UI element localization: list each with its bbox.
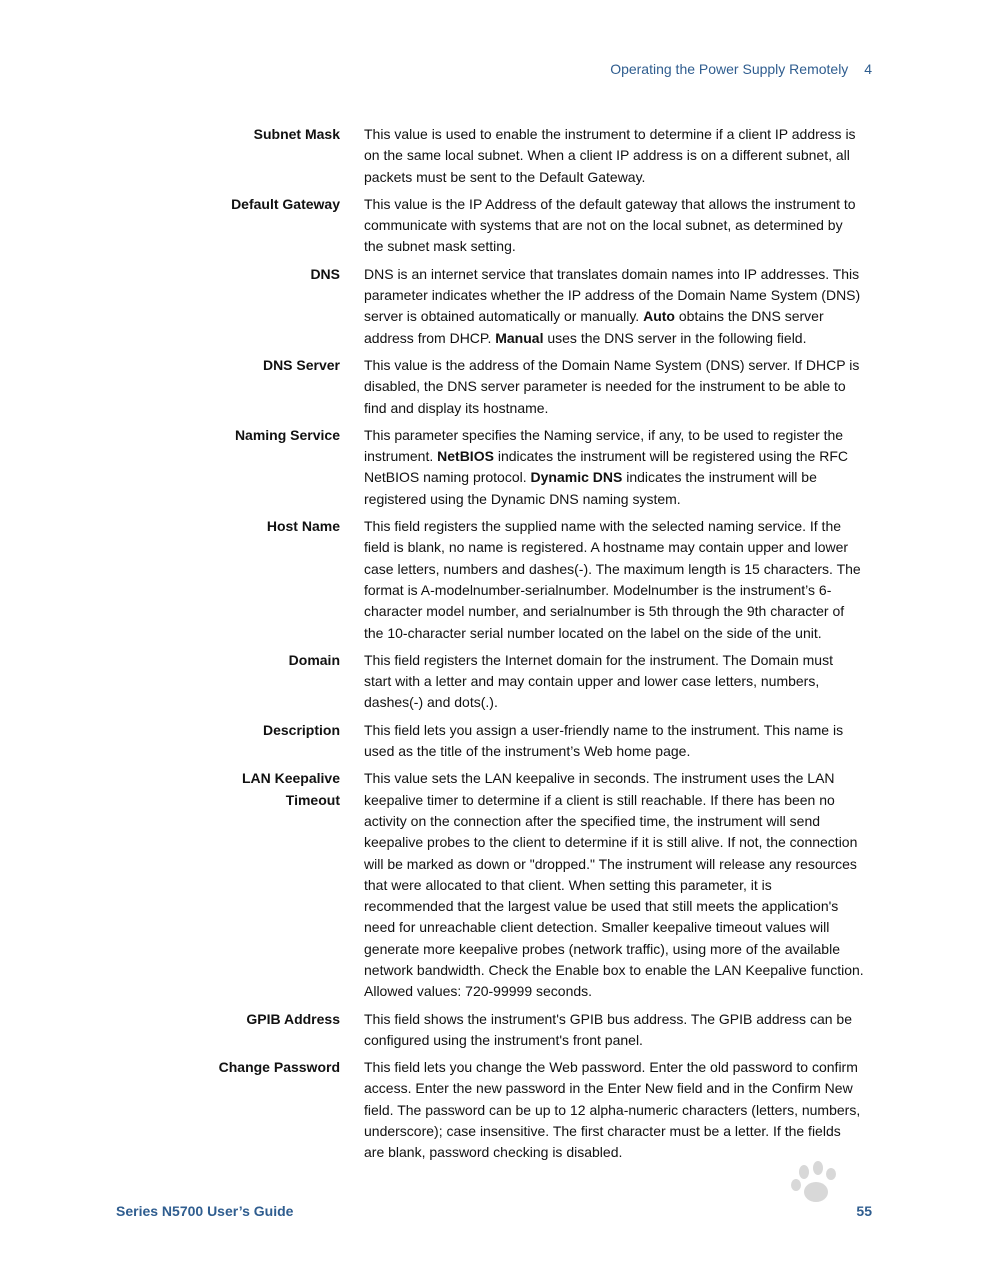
term-default-gateway bbox=[0, 194, 989, 264]
baidu-paw-icon bbox=[700, 1158, 940, 1248]
running-header bbox=[500, 61, 872, 77]
term-label: Domain bbox=[288, 651, 340, 668]
term-subnet-mask bbox=[0, 124, 989, 194]
term-definition: This field lets you change the Web password. Enter the old password to confirm access. Enter the new password in the Enter New field and in the Confirm New field. The password can be up to 12 alpha-numeric characters (letters, numbers, underscore); case insensitive. The first character must be a letter. If the fields are blank, password checking is disabled. bbox=[364, 1059, 861, 1161]
term-definition: This value is the address of the Domain Name System (DNS) server. If DHCP is disabled, the DNS server parameter is needed for the instrument to be able to find and display its hostname. bbox=[364, 356, 860, 416]
term-definition: DNS is an internet service that translates domain names into IP addresses. This parameter indicates whether the IP address of the Domain Name System (DNS) server is obtained automatically or manually. Auto obtains the DNS server address from DHCP. Manual uses the DNS server in the following field. bbox=[364, 265, 861, 346]
term-domain bbox=[0, 650, 989, 720]
term-definition: This value is the IP Address of the default gateway that allows the instrument to communicate with systems that are not on the local subnet, as determined by the subnet mask setting. bbox=[364, 195, 856, 255]
definition-list bbox=[0, 124, 989, 1170]
term-label: GPIB Address bbox=[246, 1010, 340, 1027]
term-definition: This parameter specifies the Naming service, if any, to be used to register the instrument. NetBIOS indicates the instrument will be registered using the RFC NetBIOS naming protocol. Dynamic DNS indicates the instrument will be registered using the Dynamic DNS naming system. bbox=[364, 426, 848, 507]
footer-guide-title: Series N5700 User’s Guide bbox=[116, 1203, 294, 1219]
watermark-logo bbox=[700, 1158, 940, 1248]
term-label: Host Name bbox=[266, 518, 340, 535]
footer-page-number: 55 bbox=[856, 1203, 872, 1219]
term-change-password bbox=[0, 1057, 989, 1169]
term-label: LAN Keepalive Timeout bbox=[241, 770, 340, 808]
term-definition: This field registers the Internet domain for the instrument. The Domain must start with a letter and may contain upper and lower case letters, numbers, dashes(-) and dots(.). bbox=[364, 651, 833, 711]
term-dns bbox=[0, 264, 989, 355]
header-title: Operating the Power Supply Remotely bbox=[610, 61, 849, 77]
term-naming-service bbox=[0, 425, 989, 516]
term-definition: This value sets the LAN keepalive in seconds. The instrument uses the LAN keepalive timer to determine if a client is still reachable. If there has been no activity on the connection after the specified time, the instrument will send keepalive probes to the client to determine if it is still alive. If not, the connection will be marked as down or "dropped." The instrument will release any resources that were allocated to that client. When setting this parameter, it is recommended that the largest value be used that still meets the application's need for unreachable client detection. Smaller keepalive timeout values will generate more keepalive probes (network traffic), using more of the available network bandwidth. Check the Enable box to enable the LAN Keepalive function. Allowed values: 720-99999 seconds. bbox=[364, 770, 864, 1000]
chapter-number: 4 bbox=[864, 61, 872, 77]
term-label: DNS Server bbox=[262, 356, 340, 373]
term-lan-keepalive-timeout bbox=[0, 768, 989, 1008]
term-label: Change Password bbox=[218, 1059, 340, 1076]
term-definition: This field shows the instrument's GPIB bus address. The GPIB address can be configured using the instrument's front panel. bbox=[364, 1010, 852, 1048]
term-label: Default Gateway bbox=[231, 195, 340, 212]
term-label: Subnet Mask bbox=[253, 126, 340, 142]
term-gpib-address bbox=[0, 1009, 989, 1058]
term-description bbox=[0, 720, 989, 769]
term-definition: This field registers the supplied name with the selected naming service. If the field is blank, no name is registered. A hostname may contain upper and lower case letters, numbers and dashes(-). The maximum length is 15 characters. The format is A-modelnumber-serialnumber. Modelnumber is the instrument’s 6-character model number, and serialnumber is 5th through the 9th character of the 10-character serial number located on the label on the side of the unit. bbox=[364, 518, 861, 641]
term-dns-server bbox=[0, 355, 989, 425]
term-definition: This field lets you assign a user-friendly name to the instrument. This name is used as the title of the instrument’s Web home page. bbox=[364, 721, 844, 760]
term-definition: This value is used to enable the instrument to determine if a client IP address is on the same local subnet. When a client IP address is on a different subnet, all packets must be sent to the Default Gateway. bbox=[364, 126, 856, 185]
term-label: Naming Service bbox=[234, 426, 340, 443]
term-label: Description bbox=[262, 721, 340, 738]
term-host-name bbox=[0, 516, 989, 650]
term-label: DNS bbox=[310, 265, 340, 282]
